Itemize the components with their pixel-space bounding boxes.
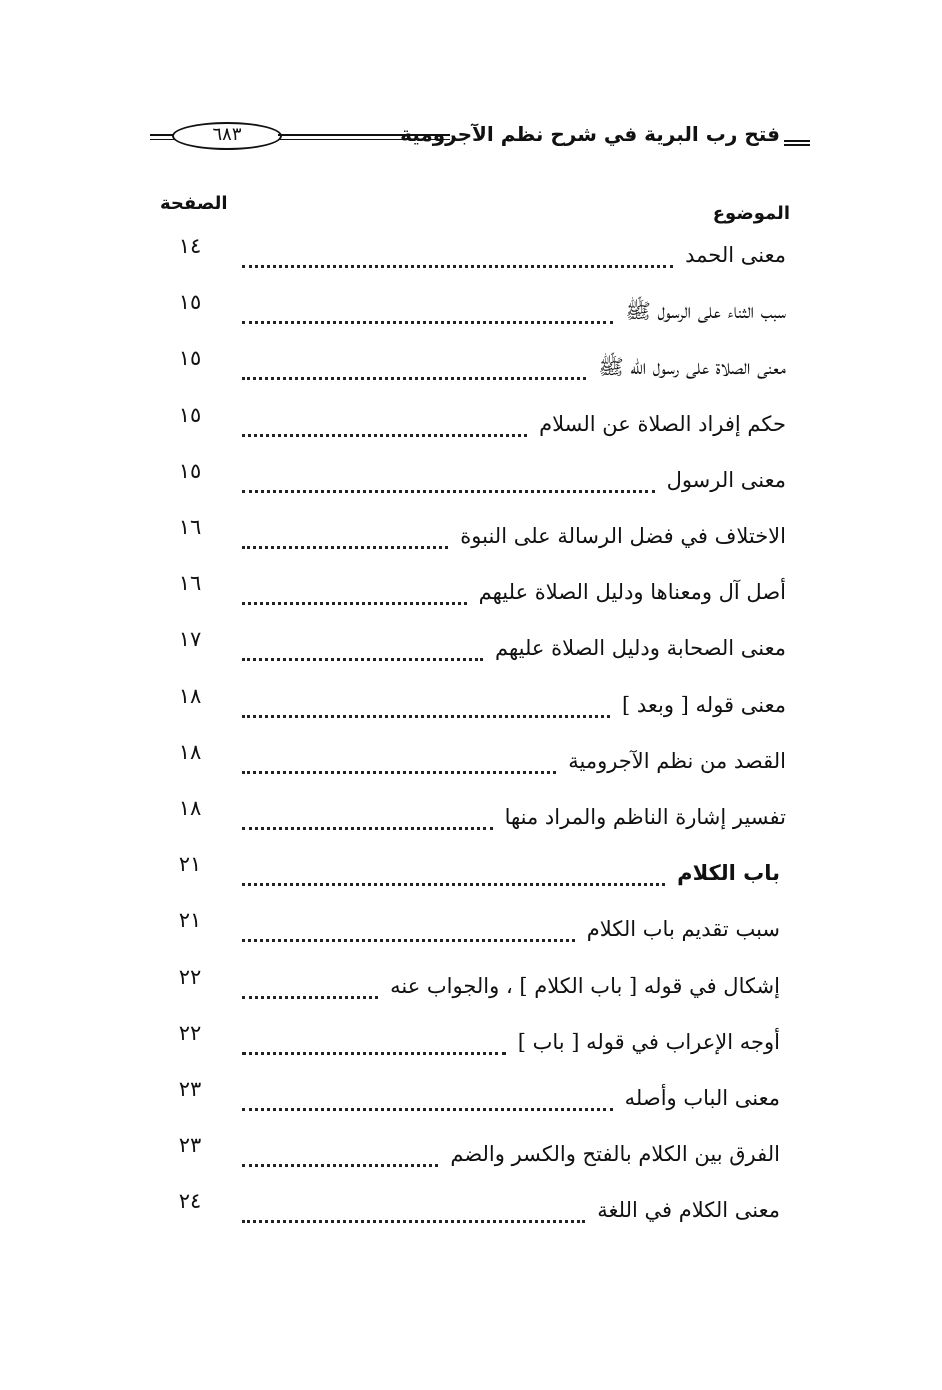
- dotted-leader: [242, 377, 586, 380]
- toc-entry-page: ١٨: [178, 740, 202, 764]
- toc-entry-page: ٢١: [178, 908, 202, 932]
- toc-entry-page: ١٥: [178, 290, 202, 314]
- toc-entry: [242, 914, 780, 954]
- page-number: ٦٨٣: [172, 122, 282, 150]
- dotted-leader: [242, 434, 527, 437]
- toc-entry-title: معنى قوله [ وبعد ]: [622, 693, 786, 717]
- toc-entry: [242, 858, 780, 898]
- page-column-heading: الصفحة: [160, 193, 228, 214]
- dotted-leader: [242, 715, 610, 718]
- toc-entry-title: باب الكلام: [677, 861, 780, 885]
- toc-entry-title: القصد من نظم الآجرومية: [568, 749, 786, 773]
- dotted-leader: [242, 1164, 438, 1167]
- toc-entry: [242, 633, 786, 673]
- toc-entry: [242, 690, 786, 730]
- toc-entry-title: أوجه الإعراب في قوله [ باب ]: [517, 1030, 780, 1054]
- toc-entry-page: ١٤: [178, 234, 202, 258]
- toc-entry-page: ١٥: [178, 346, 202, 370]
- topic-column-heading: الموضوع: [712, 203, 790, 224]
- toc-entry-title: معنى الصلاة على رسول الله ﷺ: [598, 355, 786, 379]
- toc-entry: [242, 352, 786, 392]
- toc-entry-title: الاختلاف في فضل الرسالة على النبوة: [460, 524, 786, 548]
- toc-entry-title: معنى الحمد: [685, 243, 786, 267]
- toc-entry-title: معنى الباب وأصله: [624, 1086, 780, 1110]
- toc-entry-title: معنى الصحابة ودليل الصلاة عليهم: [494, 636, 786, 660]
- toc-entry-page: ١٥: [178, 403, 202, 427]
- dotted-leader: [242, 771, 556, 774]
- toc-entry-title: سبب تقديم باب الكلام: [586, 917, 780, 941]
- toc-entry-title: معنى الكلام في اللغة: [597, 1198, 780, 1222]
- dotted-leader: [242, 1052, 506, 1055]
- toc-entry: [242, 521, 786, 561]
- dotted-leader: [242, 490, 655, 493]
- toc-entry-page: ٢٣: [178, 1077, 202, 1101]
- toc-entry: [242, 746, 786, 786]
- toc-entry: [242, 1139, 780, 1179]
- toc-entry: [242, 577, 786, 617]
- dotted-leader: [242, 546, 448, 549]
- toc-entry-page: ١٥: [178, 459, 202, 483]
- dotted-leader: [242, 321, 613, 324]
- toc-entry-title: الفرق بين الكلام بالفتح والكسر والضم: [450, 1142, 780, 1166]
- toc-entry-page: ٢٤: [178, 1189, 202, 1213]
- toc-entry-title: إشكال في قوله [ باب الكلام ] ، والجواب عنه: [390, 974, 780, 998]
- toc-entry-page: ٢٢: [178, 1021, 202, 1045]
- dotted-leader: [242, 883, 665, 886]
- dotted-leader: [242, 602, 467, 605]
- toc-entry-page: ١٧: [178, 627, 202, 651]
- toc-entry-title: معنى الرسول: [666, 468, 786, 492]
- dotted-leader: [242, 996, 378, 999]
- toc-entry-page: ٢٣: [178, 1133, 202, 1157]
- toc-entry-page: ١٦: [178, 571, 202, 595]
- dotted-leader: [242, 1108, 613, 1111]
- toc-entry: [242, 802, 786, 842]
- toc-entry-page: ١٨: [178, 796, 202, 820]
- toc-entry-page: ٢٢: [178, 965, 202, 989]
- toc-entry: [242, 1083, 780, 1123]
- toc-entry-page: ١٦: [178, 515, 202, 539]
- dotted-leader: [242, 939, 575, 942]
- toc-entry-page: ١٨: [178, 684, 202, 708]
- dotted-leader: [242, 1220, 585, 1223]
- toc-entry: [242, 1195, 780, 1235]
- toc-entry: [242, 971, 780, 1011]
- toc-entry-title: أصل آل ومعناها ودليل الصلاة عليهم: [478, 580, 786, 604]
- toc-entry: [242, 409, 786, 449]
- toc-entry: [242, 240, 786, 280]
- toc-entry: [242, 1027, 780, 1067]
- book-title: فتح رب البرية في شرح نظم الآجرومية: [400, 122, 780, 146]
- toc-entry-page: ٢١: [178, 852, 202, 876]
- dotted-leader: [242, 265, 673, 268]
- dotted-leader: [242, 658, 483, 661]
- toc-entry-title: تفسير إشارة الناظم والمراد منها: [504, 805, 786, 829]
- toc-entry: [242, 296, 786, 336]
- dotted-leader: [242, 827, 493, 830]
- toc-entry-title: سبب الثناء على الرسول ﷺ: [625, 299, 786, 323]
- toc-entry: [242, 465, 786, 505]
- toc-entry-title: حكم إفراد الصلاة عن السلام: [539, 412, 786, 436]
